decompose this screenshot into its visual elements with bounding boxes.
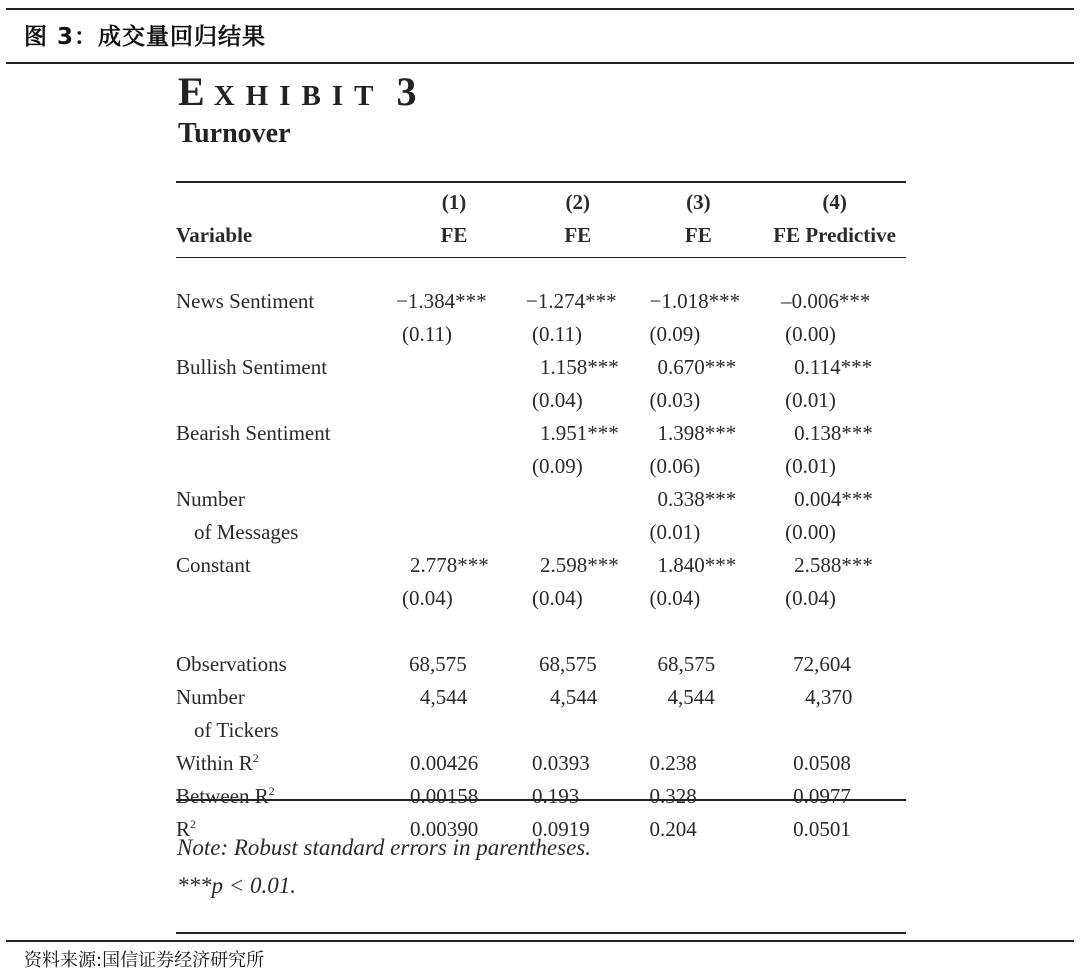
table-row	[170, 780, 910, 813]
se-cell: (0.04)	[532, 388, 583, 412]
stat-cell: 0.00390	[410, 817, 479, 841]
row-label: $R^2$	[176, 817, 197, 841]
row-label-continued: of Tickers	[194, 718, 279, 742]
stat-cell: 0.0501	[793, 817, 851, 841]
stat-cell: 68,575	[539, 652, 597, 676]
exhibit-title-rest: XHIBIT	[213, 80, 385, 112]
coef-cell: –0.006***	[781, 289, 871, 313]
stat-cell: 0.00158	[410, 784, 479, 808]
se-cell: (0.01)	[649, 520, 701, 544]
row-label-continued: of Messages	[194, 520, 299, 544]
stat-cell: 0.238	[649, 751, 697, 775]
table-row	[170, 384, 910, 417]
table-row	[170, 285, 910, 318]
coef-cell: 0.114***	[794, 355, 873, 379]
coef-cell: 1.951***	[540, 421, 619, 445]
stat-cell: 72,604	[793, 652, 851, 676]
row-label: News Sentiment	[176, 289, 315, 313]
se-cell: (0.09)	[532, 454, 583, 478]
col-number: (4)	[822, 190, 847, 214]
coef-cell: −1.384***	[396, 289, 487, 313]
significance-note: ***p < 0.01.	[177, 873, 297, 898]
coef-cell: 2.778***	[410, 553, 489, 577]
exhibit-title-first: E	[178, 69, 214, 114]
row-label: Constant	[176, 553, 251, 577]
coef-cell: 0.138***	[794, 421, 873, 445]
se-cell: (0.11)	[402, 322, 452, 346]
figure-caption: 图 3：成交量回归结果	[24, 24, 267, 50]
coef-cell: 0.004***	[794, 487, 873, 511]
row-label: Bearish Sentiment	[176, 421, 331, 445]
stat-cell: 0.0393	[532, 751, 590, 775]
exhibit-subtitle: Turnover	[178, 118, 291, 149]
coef-cell: −1.018***	[649, 289, 741, 313]
table-row	[170, 681, 910, 714]
se-cell	[518, 516, 638, 549]
coef-cell: 0.670***	[657, 355, 737, 379]
col-label: FE	[684, 223, 712, 247]
se-cell	[390, 516, 518, 549]
table-row	[170, 549, 910, 582]
se-cell: (0.04)	[532, 586, 583, 610]
table-row	[170, 714, 910, 747]
stat-cell: 0.328	[649, 784, 697, 808]
table-header-labels	[170, 219, 910, 252]
coef-cell	[518, 483, 638, 516]
col-label: FE	[564, 223, 592, 247]
se-cell: (0.04)	[785, 586, 836, 610]
table-row	[170, 483, 910, 516]
table-row	[170, 351, 910, 384]
se-cell: (0.06)	[649, 454, 701, 478]
stat-cell: 0.0919	[532, 817, 590, 841]
coef-cell: 2.598***	[540, 553, 619, 577]
exhibit-number: 3	[396, 69, 426, 114]
col-label-variable: Variable	[176, 223, 253, 247]
coef-cell	[390, 417, 518, 450]
stat-cell: 0.00426	[410, 751, 479, 775]
table-row	[170, 450, 910, 483]
table-header-numbers	[170, 186, 910, 219]
source-rule	[6, 940, 1074, 942]
table-row	[170, 516, 910, 549]
caption-rule	[6, 62, 1074, 64]
stat-cell: 0.0977	[793, 784, 851, 808]
se-cell: (0.11)	[532, 322, 582, 346]
table-row	[170, 582, 910, 615]
stat-cell: 4,544	[550, 685, 598, 709]
coef-cell	[390, 483, 518, 516]
se-cell: (0.03)	[649, 388, 701, 412]
se-cell: (0.04)	[649, 586, 701, 610]
row-label: Within $R^2$	[176, 751, 259, 775]
top-rule	[6, 8, 1074, 10]
se-cell: (0.01)	[785, 388, 836, 412]
stat-cell: 0.193	[532, 784, 580, 808]
exhibit-title	[178, 68, 425, 115]
coef-cell: 1.840***	[657, 553, 737, 577]
stat-cell: 0.0508	[793, 751, 851, 775]
coef-cell: 1.398***	[657, 421, 737, 445]
col-label: FE Predictive	[773, 223, 896, 247]
source-line: 资料来源:国信证券经济研究所	[24, 950, 265, 971]
se-cell: (0.00)	[785, 322, 836, 346]
se-cell: (0.01)	[785, 454, 836, 478]
row-label: Between $R^2$	[176, 784, 275, 808]
se-cell: (0.04)	[402, 586, 453, 610]
stat-cell: 4,544	[420, 685, 468, 709]
se-cell	[390, 450, 518, 483]
coef-cell: 0.338***	[657, 487, 737, 511]
notes-rule	[176, 932, 906, 934]
se-cell: (0.00)	[785, 520, 836, 544]
coef-cell: 2.588***	[794, 553, 873, 577]
table-row	[170, 417, 910, 450]
col-number: (3)	[686, 190, 711, 214]
stat-cell: 4,370	[805, 685, 853, 709]
coef-cell	[390, 351, 518, 384]
stat-cell: 0.204	[649, 817, 697, 841]
se-cell	[390, 384, 518, 417]
col-number: (1)	[441, 190, 467, 214]
coef-cell: −1.274***	[526, 289, 617, 313]
stat-cell: 68,575	[657, 652, 716, 676]
coef-cell: 1.158***	[540, 355, 619, 379]
table-row	[170, 648, 910, 681]
row-label: Number	[176, 685, 245, 709]
se-cell: (0.09)	[649, 322, 701, 346]
table-note: Note: Robust standard errors in parentheses.	[177, 835, 591, 860]
table-row	[170, 318, 910, 351]
stat-cell: 68,575	[409, 652, 467, 676]
results-table	[170, 186, 910, 846]
row-label: Number	[176, 487, 245, 511]
col-number: (2)	[565, 190, 591, 214]
table-row	[170, 747, 910, 780]
row-label: Bullish Sentiment	[176, 355, 328, 379]
row-label: Observations	[176, 652, 287, 676]
col-label: FE	[440, 223, 468, 247]
stat-cell: 4,544	[667, 685, 715, 709]
table-top-rule	[176, 181, 906, 183]
